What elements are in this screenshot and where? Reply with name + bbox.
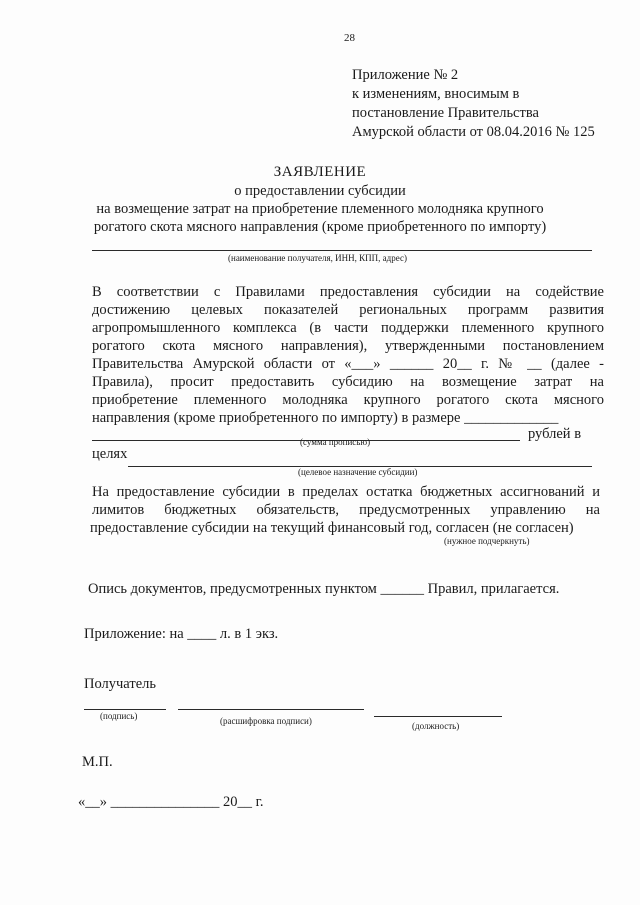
document-title: ЗАЯВЛЕНИЕ [273,164,367,180]
date-line[interactable]: «__» _______________ 20__ г. [78,794,264,810]
appendix-line: постановление Правительства [352,105,539,121]
appendix-line: Амурской области от 08.04.2016 № 125 [352,124,595,140]
document-subtitle: рогатого скота мясного направления (кроме приобретенного по импорту) [93,219,547,235]
signature-caption: (подпись) [100,711,138,721]
paragraph-line: направления (кроме приобретенного по импорту) в размере _____________ [92,410,559,426]
paragraph-line: На предоставление субсидии в пределах остатка бюджетных ассигнований и [92,484,600,500]
page-number: 28 [344,32,355,44]
paragraph-line: приобретение племенного молодняка крупного рогатого скота мясного [92,392,604,408]
paragraph-line: Правительства Амурской области от «___» ______ 20__ г. № __ (далее - [92,356,604,372]
document-subtitle: на возмещение затрат на приобретение племенного молодняка крупного [96,201,544,217]
paragraph-line: предоставление субсидии на текущий финансовый год, согласен (не согласен) [90,520,574,536]
attachment-line: Приложение: на ____ л. в 1 экз. [84,626,279,642]
purposes-label: целях [92,446,128,462]
recipient-info-caption: (наименование получателя, ИНН, КПП, адрес) [228,253,407,263]
inventory-statement: Опись документов, предусмотренных пунктом ______ Правил, прилагается. [88,581,560,597]
recipient-info-line[interactable] [92,250,592,251]
appendix-header [352,66,595,142]
signature-decoding-line[interactable] [178,709,364,710]
position-caption: (должность) [412,721,460,731]
appendix-line: Приложение № 2 [352,67,459,83]
signature-line[interactable] [84,709,166,710]
document-subtitle: о предоставлении субсидии [234,183,406,199]
paragraph-line: Правила), просит предоставить субсидию на возмещение затрат на [92,374,604,390]
signature-decoding-caption: (расшифровка подписи) [220,716,312,726]
stamp-placeholder: М.П. [82,754,113,770]
paragraph-line: В соответствии с Правилами предоставления субсидии на содействие [92,284,604,300]
appendix-line: к изменениям, вносимым в [352,86,520,102]
position-line[interactable] [374,716,502,717]
rubles-label: рублей в [528,426,582,442]
paragraph-line: рогатого скота мясного направления), утвержденными постановлением [92,338,604,354]
recipient-label: Получатель [84,676,156,692]
paragraph-line: достижению целевых показателей региональных программ развития [92,302,604,318]
underline-needed-caption: (нужное подчеркнуть) [444,536,530,546]
paragraph-line: лимитов бюджетных обязательств, предусмотренных управлению на [92,502,600,518]
amount-words-caption: (сумма прописью) [300,437,371,447]
paragraph-line: агропромышленного комплекса (в части поддержки племенного крупного [92,320,604,336]
purpose-caption: (целевое назначение субсидии) [298,467,418,477]
